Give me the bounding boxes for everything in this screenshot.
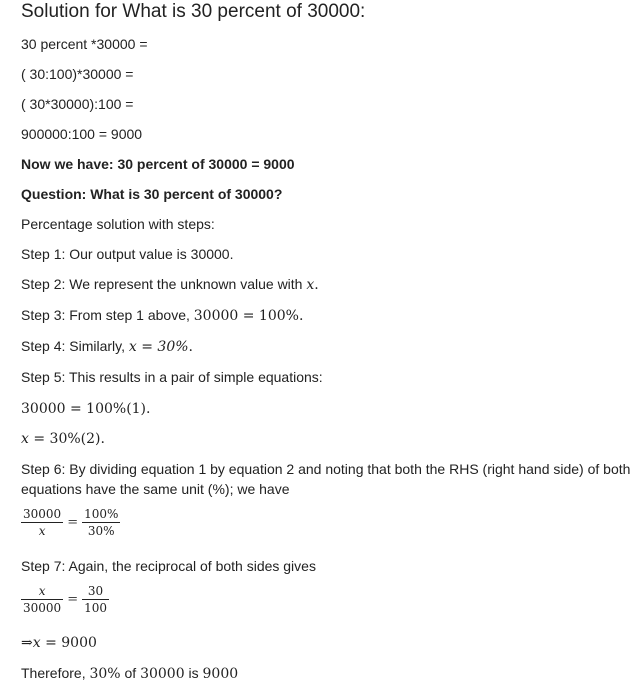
therefore-value: 9000 [202, 666, 239, 682]
step-3-period: . [298, 308, 304, 324]
page-title: Solution for What is 30 percent of 30000: [21, 1, 366, 22]
intro: Percentage solution with steps: [21, 216, 215, 232]
step-4 [21, 337, 193, 356]
equation-2-var: x [21, 431, 29, 447]
now-we-have: Now we have: 30 percent of 30000 = 9000 [21, 156, 295, 172]
question: Question: What is 30 percent of 30000? [21, 186, 283, 202]
calc-line-1: 30 percent *30000 = [21, 36, 148, 52]
step-4-period: . [188, 339, 193, 355]
step-7: Step 7: Again, the reciprocal of both sides gives [21, 558, 316, 574]
calc-line-3: ( 30*30000):100 = [21, 96, 134, 112]
step-2-period: . [314, 277, 319, 293]
equation-2 [21, 429, 105, 448]
result-line [21, 633, 97, 652]
therefore-base: 30000 [140, 666, 185, 682]
calc-line-4: 900000:100 = 9000 [21, 126, 143, 142]
equals-sign: = [67, 592, 79, 607]
therefore-of: of [120, 665, 141, 681]
equation-1 [21, 399, 150, 418]
result-var: x [32, 635, 41, 651]
calc-line-2: ( 30:100)*30000 = [21, 66, 134, 82]
fraction-left-denominator: x [38, 524, 46, 538]
result-rest: = 9000 [40, 635, 97, 651]
therefore-is: is [184, 665, 203, 681]
fraction-right [82, 584, 109, 615]
fraction-left-numerator: 30000 [23, 507, 62, 521]
step-6-line-1: Step 6: By dividing equation 1 by equation 2 and noting that both the RHS (right hand side) of both [21, 461, 631, 477]
step-4-math: x = 30% [128, 339, 189, 355]
therefore-line [21, 664, 238, 683]
implies-arrow: ⇒ [21, 635, 33, 651]
fraction-left-numerator: x [21, 584, 63, 600]
fraction-right-numerator: 100% [84, 507, 119, 521]
step-3-text: Step 3: From step 1 above, [21, 307, 190, 323]
step-2-text: Step 2: We represent the unknown value with [21, 276, 307, 292]
fraction-left [21, 507, 63, 538]
step-5: Step 5: This results in a pair of simple equations: [21, 369, 323, 385]
fraction-right-denominator: 30% [87, 524, 115, 538]
equation-2-rest: = 30%(2) [28, 431, 101, 447]
fraction-right [82, 507, 120, 538]
fraction-right-numerator: 30 [82, 584, 109, 600]
equation-1-period: . [146, 401, 151, 417]
step-6-line-2: equations have the same unit (%); we have [21, 481, 290, 497]
therefore-prefix: Therefore, [21, 665, 90, 681]
equals-sign: = [67, 515, 79, 530]
step-2-math: x [306, 277, 315, 293]
step-3 [21, 306, 303, 325]
fraction-left [21, 584, 63, 615]
step-2 [21, 275, 319, 294]
step-3-math: 30000 = 100% [193, 308, 299, 324]
therefore-percent: 30% [89, 666, 121, 682]
fraction-left-denominator: 30000 [23, 601, 62, 615]
fraction-right-denominator: 100 [84, 601, 107, 615]
equation-1-math: 30000 = 100%(1) [21, 401, 147, 417]
fraction-equation-2 [21, 584, 109, 615]
step-4-text: Step 4: Similarly, [21, 338, 129, 354]
step-1: Step 1: Our output value is 30000. [21, 246, 234, 262]
equation-2-period: . [100, 431, 105, 447]
fraction-equation-1 [21, 507, 120, 538]
